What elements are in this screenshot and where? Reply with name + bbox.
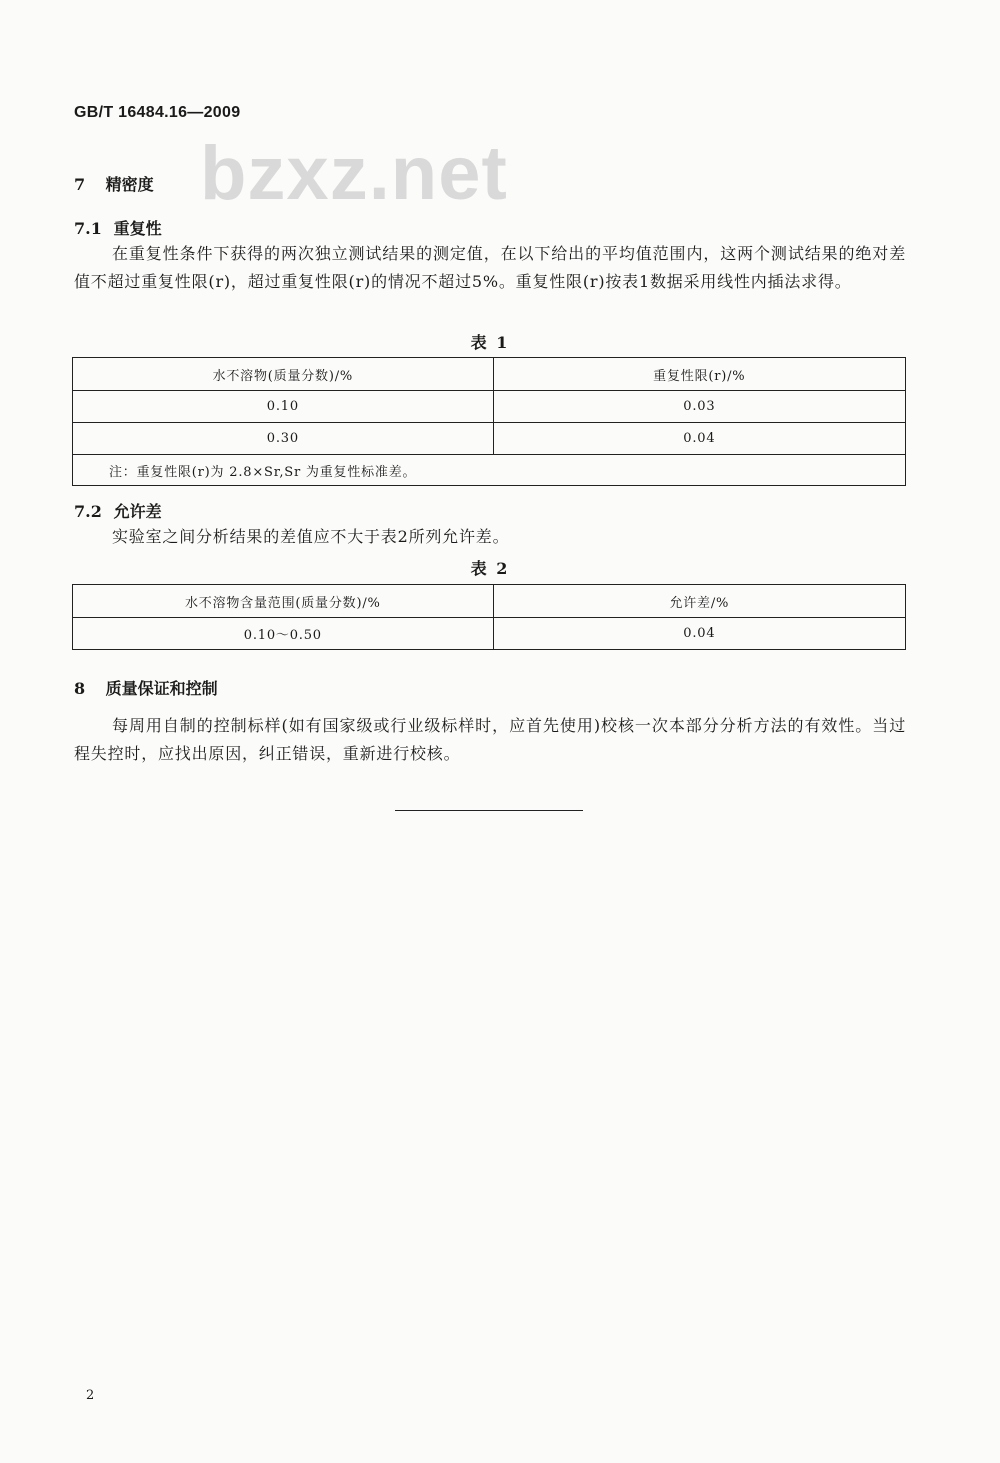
table-header-cell: 水不溶物(质量分数)/% <box>73 358 494 391</box>
table-note-row <box>73 455 906 486</box>
section-title: 质量保证和控制 <box>105 679 218 698</box>
table-cell: 0.30 <box>73 423 494 455</box>
quality-control-paragraph: 每周用自制的控制标样(如有国家级或行业级标样时，应首先使用)校核一次本部分分析方法的有效性。当过程失控时，应找出原因，纠正错误，重新进行校核。 <box>74 716 906 763</box>
table-row <box>73 391 906 423</box>
table-header-row <box>73 358 906 391</box>
section-number: 7 <box>74 175 86 194</box>
tolerance-paragraph: 实验室之间分析结果的差值应不大于表2所列允许差。 <box>112 527 510 546</box>
table-2-caption: 表 2 <box>470 559 510 578</box>
table-2 <box>72 584 906 650</box>
section-7-2-heading <box>74 499 162 522</box>
table-header-row <box>73 585 906 618</box>
standard-code: GB/T 16484.16—2009 <box>74 104 241 121</box>
table-row <box>73 423 906 455</box>
section-title: 允许差 <box>113 502 162 521</box>
section-title: 重复性 <box>113 219 162 238</box>
end-rule <box>395 810 583 811</box>
table-1 <box>72 357 906 486</box>
section-number: 8 <box>74 679 86 698</box>
table-row <box>73 618 906 650</box>
table-header-cell: 重复性限(r)/% <box>493 358 905 391</box>
repeatability-paragraph: 在重复性条件下获得的两次独立测试结果的测定值，在以下给出的平均值范围内，这两个测试结果的绝对差值不超过重复性限(r)，超过重复性限(r)的情况不超过5%。重复性限(r)按表1数据采用线性内插法求得。 <box>74 244 906 291</box>
table-cell: 0.04 <box>493 618 905 650</box>
table-header-cell: 允许差/% <box>493 585 905 618</box>
table-cell: 0.04 <box>493 423 905 455</box>
page-number: 2 <box>86 1388 95 1403</box>
table-cell: 0.10 <box>73 391 494 423</box>
section-number: 7.2 <box>74 502 102 521</box>
table-header-cell: 水不溶物含量范围(质量分数)/% <box>73 585 494 618</box>
section-8-heading <box>74 676 218 699</box>
table-note: 注：重复性限(r)为 2.8×Sr,Sr 为重复性标准差。 <box>73 455 906 486</box>
section-number: 7.1 <box>74 219 102 238</box>
section-title: 精密度 <box>105 175 154 194</box>
watermark: bzxz.net <box>200 131 508 216</box>
table-1-caption: 表 1 <box>470 333 510 352</box>
table-cell: 0.10～0.50 <box>73 618 494 650</box>
section-7-1-heading <box>74 216 162 239</box>
section-7-heading <box>74 172 154 195</box>
table-cell: 0.03 <box>493 391 905 423</box>
